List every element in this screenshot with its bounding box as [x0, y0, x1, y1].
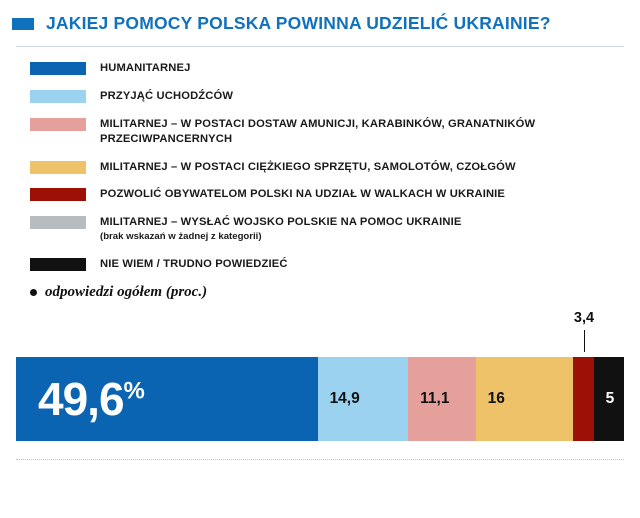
- bar-segment-value: 49,6%: [38, 373, 144, 426]
- legend-swatch: [30, 62, 86, 75]
- bar-segment-amunicja: [408, 357, 475, 441]
- footer-divider: [16, 459, 624, 460]
- bar-segment-walki: [573, 357, 594, 441]
- legend-swatch: [30, 216, 86, 229]
- legend-label: POZWOLIĆ OBYWATELOM POLSKI NA UDZIAŁ W WALKACH W UKRAINIE: [100, 188, 506, 201]
- legend-label-text: MILITARNEJ – WYSŁAĆ WOJSKO POLSKIE NA POMOC UKRAINIE: [100, 216, 462, 229]
- legend-swatch: [30, 161, 86, 174]
- section-label: odpowiedzi ogółem (proc.): [45, 284, 208, 301]
- callout-3-4: [564, 311, 604, 352]
- footer-text: [16, 468, 624, 480]
- title-bullet-icon: [12, 18, 34, 30]
- legend-swatch: [30, 118, 86, 131]
- bar-segment-nie-wiem: [594, 357, 624, 441]
- bar-segment-value: 11,1: [420, 390, 450, 408]
- legend-label: MILITARNEJ – W POSTACI CIĘŻKIEGO SPRZĘTU, SAMOLOTÓW, CZOŁGÓW: [100, 160, 516, 173]
- legend-label: MILITARNEJ – W POSTACI DOSTAW AMUNICJI, KARABINKÓW, GRANATNIKÓW PRZECIWPANCERNYCH: [100, 117, 536, 145]
- stacked-bar-chart: [16, 311, 624, 441]
- legend-label: NIE WIEM / TRUDNO POWIEDZIEĆ: [100, 257, 288, 270]
- bullet-dot-icon: [30, 289, 37, 296]
- percent-sign: %: [123, 377, 144, 405]
- bar-track: [16, 357, 624, 441]
- legend-item: [30, 117, 624, 147]
- section-heading: [30, 284, 640, 301]
- title-block: [0, 0, 640, 34]
- legend-swatch: [30, 90, 86, 103]
- bar-segment-value: 5: [605, 390, 615, 408]
- callout-leader-line: [584, 330, 585, 352]
- legend-item: [30, 257, 624, 272]
- legend-label: [100, 215, 461, 243]
- legend-item: [30, 61, 624, 76]
- legend-swatch: [30, 188, 86, 201]
- legend-label-note: (brak wskazań w żadnej z kategorii): [100, 230, 262, 242]
- legend-item: [30, 89, 624, 104]
- bar-segment-value: 16: [487, 390, 505, 408]
- legend-label: PRZYJĄĆ UCHODŹCÓW: [100, 90, 234, 103]
- bar-segment-value: 14,9: [329, 390, 360, 408]
- bar-segment-uchodzcy: [318, 357, 409, 441]
- callout-value: 3,4: [573, 310, 595, 327]
- legend-item: [30, 160, 624, 175]
- bar-segment-ciezki-sprzet: [476, 357, 573, 441]
- bar-segment-humanitarnej: [16, 357, 318, 441]
- legend-label: HUMANITARNEJ: [100, 62, 191, 75]
- legend-swatch: [30, 258, 86, 271]
- legend: [0, 61, 640, 271]
- page-title: JAKIEJ POMOCY POLSKA POWINNA UDZIELIĆ UKRAINIE?: [46, 13, 551, 33]
- title-divider: [16, 46, 624, 47]
- legend-item: [30, 215, 624, 243]
- legend-item: [30, 187, 624, 202]
